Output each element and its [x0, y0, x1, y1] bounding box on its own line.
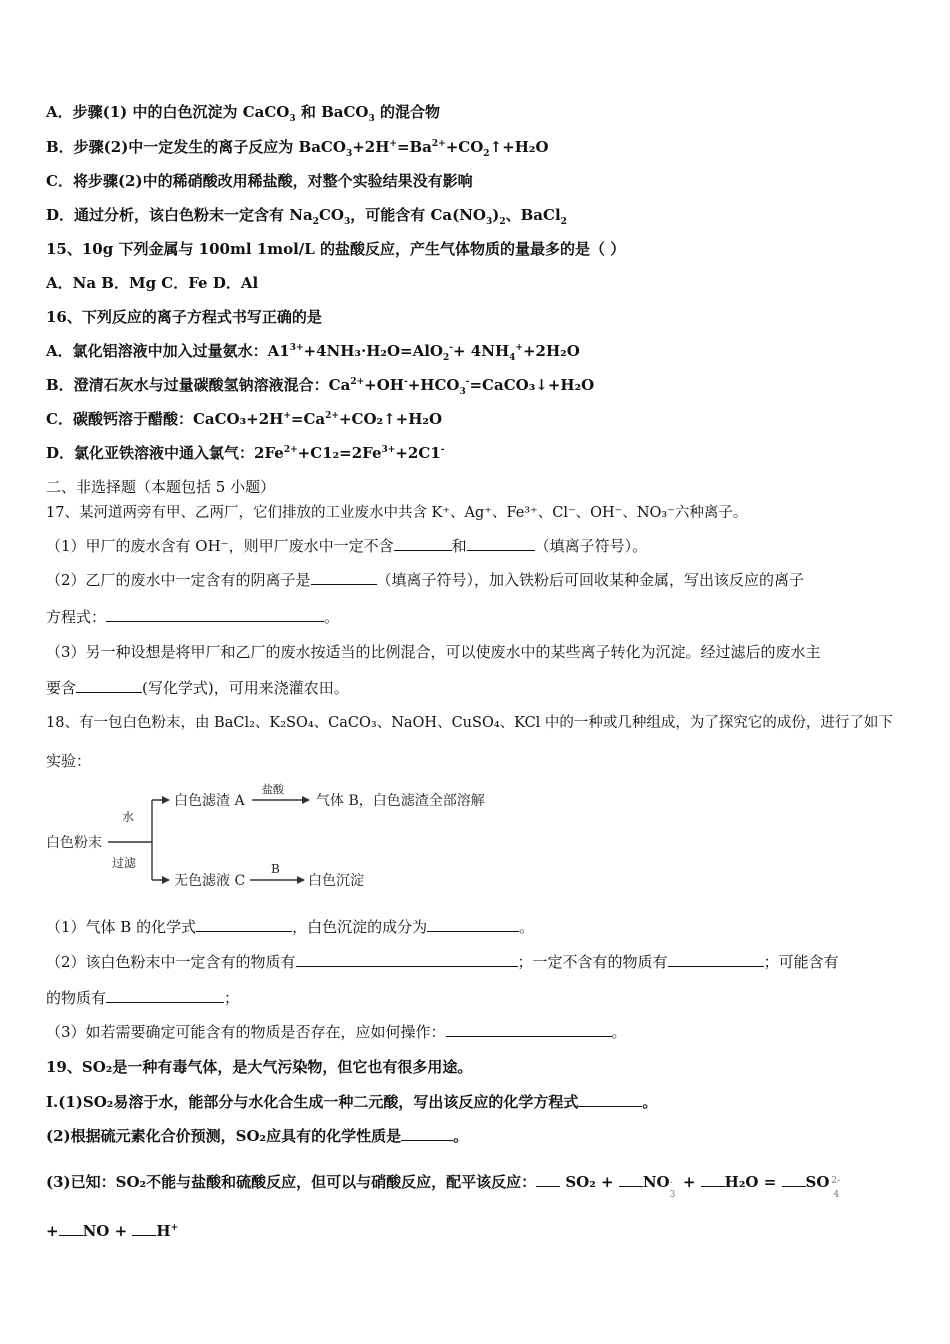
q18-p1-text: （1）气体 B 的化学式 [46, 918, 197, 936]
diagram-bottom-node: 无色滤液 C [174, 873, 246, 889]
subscript: 3 [485, 217, 493, 227]
superscript: 3+ [289, 343, 304, 353]
q14-b-text: B．步骤(2)中一定发生的离子反应为 BaCO [46, 138, 346, 156]
flow-diagram [44, 775, 514, 900]
q17-part3-cont [46, 678, 349, 698]
q14-option-d [46, 205, 567, 225]
q17-stem: 17、某河道两旁有甲、乙两厂，它们排放的工业废水中共含 K⁺、Ag⁺、Fe³⁺、Cl⁻、OH⁻、NO₃⁻六种离子。 [46, 505, 748, 521]
q16-d-text: +2C1 [395, 444, 441, 462]
q17-p2-text: （2）乙厂的废水中一定含有的阴离子是 [46, 571, 311, 589]
superscript: - [403, 377, 408, 387]
q14-a-text: 的混合物 [374, 103, 441, 121]
answer-blank[interactable] [467, 536, 535, 551]
superscript: + [283, 411, 291, 421]
q16-b-text: B．澄清石灰水与过量碳酸氢钠溶液混合：Ca [46, 376, 351, 394]
q19-p3-text: NO [642, 1173, 670, 1191]
superscript: 2+ [283, 445, 298, 455]
q18-stem-cont: 实验： [46, 752, 92, 770]
superscript: - [449, 343, 454, 353]
superscript: - [440, 445, 445, 455]
q17-p2b-text: 方程式： [46, 608, 107, 626]
q14-d-text: ，可能含有 Ca(NO [350, 206, 486, 224]
q16-stem: 16、下列反应的离子方程式书写正确的是 [46, 308, 322, 326]
answer-blank[interactable] [106, 607, 324, 622]
diagram-acid-label: 盐酸 [262, 783, 284, 796]
q19-part3-cont [46, 1221, 178, 1241]
q16-b-text: +HCO [407, 376, 460, 394]
q18-part3 [46, 1022, 627, 1042]
answer-blank[interactable] [782, 1172, 806, 1187]
q18-p2-text: （2）该白色粉末中一定含有的物质有 [46, 953, 296, 971]
q19-p4-text: + [46, 1222, 59, 1240]
q17-part3: （3）另一种设想是将甲厂和乙厂的废水按适当的比例混合，可以使废水中的某些离子转化为沉淀。经过滤后的废水主 [46, 643, 821, 661]
superscript: + [170, 1223, 179, 1233]
answer-blank[interactable] [619, 1172, 643, 1187]
answer-blank[interactable] [668, 952, 764, 967]
superscript: 2+ [325, 411, 339, 421]
q16-option-c [46, 409, 442, 429]
q18-p1-text: ，白色沉淀的成分为 [292, 918, 428, 936]
q19-p4-text: NO + [82, 1222, 128, 1240]
q16-option-b [46, 375, 594, 395]
subscript: 2 [499, 217, 506, 227]
q16-c-text: +CO₂↑+H₂O [338, 410, 443, 428]
answer-blank[interactable] [106, 988, 224, 1003]
subscript: 2 [560, 217, 567, 227]
superscript: + [515, 343, 523, 353]
q19-stem: 19、SO₂是一种有毒气体，是大气污染物，但它也有很多用途。 [46, 1058, 473, 1076]
q19-p2-text: 。 [453, 1127, 469, 1145]
subscript: 3 [368, 114, 375, 124]
q17-part2-equation [46, 607, 339, 627]
q17-p1-text: 和 [451, 537, 467, 555]
answer-blank[interactable] [76, 678, 142, 693]
q16-a-text: A．氯化铝溶液中加入过量氨水：A1 [46, 342, 290, 360]
q15-options: A．Na B．Mg C．Fe D．Al [46, 274, 259, 292]
q18-p1-text: 。 [519, 918, 535, 936]
diagram-reagent-b-label: B [271, 862, 280, 876]
q14-d-text: 、BaCl [505, 206, 561, 224]
q14-a-text: 和 BaCO [295, 103, 369, 121]
answer-blank[interactable] [59, 1221, 83, 1236]
q17-part2 [46, 570, 804, 590]
q16-b-text: =CaCO₃↓+H₂O [469, 376, 595, 394]
q16-d-text: D．氯化亚铁溶液中通入氯气：2Fe [46, 444, 284, 462]
q14-option-b [46, 137, 549, 157]
answer-blank[interactable] [132, 1221, 156, 1236]
q14-b-text: ↑+H₂O [489, 138, 549, 156]
q19-p1-text: 。 [642, 1093, 658, 1111]
q19-p3-text: + [682, 1173, 696, 1191]
q19-p3-text: SO₂ + [565, 1173, 614, 1191]
answer-blank[interactable] [401, 1126, 453, 1141]
q19-p3-text: SO [805, 1173, 830, 1191]
q14-d-text: D．通过分析，该白色粉末一定含有 Na [46, 206, 313, 224]
q17-p3b-text: 要含 [46, 679, 77, 697]
q19-p3-text: H₂O = [724, 1173, 777, 1191]
superscript: 2+ [431, 139, 446, 149]
q19-p2-text: (2)根据硫元素化合价预测，SO₂应具有的化学性质是 [46, 1127, 402, 1145]
diagram-bottom-result: 白色沉淀 [308, 873, 364, 889]
answer-blank[interactable] [578, 1092, 642, 1107]
q15-stem: 15、10g 下列金属与 100ml 1mol/L 的盐酸反应，产生气体物质的量最多的是（ ） [46, 240, 626, 258]
q16-d-text: +C1₂=2Fe [297, 444, 382, 462]
q18-p3-text: （3）如若需要确定可能含有的物质是否存在，应如何操作： [46, 1023, 446, 1041]
q19-p4-text: H [156, 1222, 171, 1240]
q16-a-text: +4NH₃·H₂O=AlO [303, 342, 443, 360]
diagram-water-label: 水 [122, 810, 135, 824]
subscript: 2 [312, 217, 319, 227]
superscript: 2+ [350, 377, 365, 387]
q16-a-text: + 4NH [453, 342, 510, 360]
subscript: 4 [833, 1190, 840, 1200]
diagram-top-result: 气体 B，白色滤渣全部溶解 [316, 793, 485, 809]
q14-d-text: CO [318, 206, 344, 224]
q18-part2-cont [46, 988, 239, 1008]
superscript: - [465, 377, 470, 387]
answer-blank[interactable] [536, 1172, 560, 1187]
diagram-top-node: 白色滤渣 A [174, 793, 245, 809]
q18-part1 [46, 917, 534, 937]
answer-blank[interactable] [446, 1022, 612, 1037]
subscript: 3 [289, 114, 296, 124]
q16-option-a [46, 341, 580, 361]
superscript: 2- [831, 1176, 841, 1186]
q14-option-c: C．将步骤(2)中的稀硝酸改用稀盐酸，对整个实验结果没有影响 [46, 172, 473, 190]
q19-part3 [46, 1172, 841, 1200]
q14-option-a [46, 102, 440, 122]
q19-part1 [46, 1092, 657, 1112]
q14-a-text: A．步骤(1) 中的白色沉淀为 CaCO [46, 103, 290, 121]
q14-b-text: +CO [445, 138, 484, 156]
q18-p2b-text: 的物质有 [46, 989, 107, 1007]
q18-p3-text: 。 [611, 1023, 627, 1041]
answer-blank[interactable] [701, 1172, 725, 1187]
answer-blank[interactable] [394, 536, 452, 551]
subscript: 2 [443, 353, 450, 363]
q18-p2-text: ；一定不含有的物质有 [517, 953, 668, 971]
superscript: - [669, 1178, 673, 1188]
subscript: 3 [459, 387, 466, 397]
q18-stem: 18、有一包白色粉末，由 BaCl₂、K₂SO₄、CaCO₃、NaOH、CuSO₄、KCl 中的一种或几种组成，为了探究它的成份，进行了如下 [46, 715, 893, 731]
answer-blank[interactable] [296, 952, 518, 967]
q17-p1-text: （填离子符号）。 [534, 537, 648, 555]
diagram-start-label: 白色粉末 [46, 835, 102, 851]
superscript: + [389, 139, 397, 149]
q18-p2b-text: ； [224, 989, 240, 1007]
q17-p2-text: （填离子符号），加入铁粉后可回收某种金属，写出该反应的离子 [376, 571, 805, 589]
subscript: 3 [343, 217, 351, 227]
q16-b-text: +OH [364, 376, 404, 394]
q19-p3-text: (3)已知：SO₂不能与盐酸和硫酸反应，但可以与硝酸反应，配平该反应： [46, 1173, 537, 1191]
q19-p1-text: I.(1)SO₂易溶于水，能部分与水化合生成一种二元酸，写出该反应的化学方程式 [46, 1093, 579, 1111]
q17-part1 [46, 536, 647, 556]
q17-p3b-text: (写化学式)，可用来浇灌农田。 [142, 679, 349, 697]
q14-b-text: +2H [352, 138, 390, 156]
q17-p2b-text: 。 [324, 608, 340, 626]
q16-c-text: =Ca [290, 410, 326, 428]
q18-p2-text: ；可能含有 [763, 953, 839, 971]
q18-part2 [46, 952, 839, 972]
q16-option-d [46, 443, 445, 463]
q16-a-text: +2H₂O [522, 342, 580, 360]
diagram-filter-label: 过滤 [112, 856, 137, 870]
subscript: 3 [669, 1190, 676, 1200]
q16-c-text: C．碳酸钙溶于醋酸：CaCO₃+2H [46, 410, 284, 428]
q17-p1-text: （1）甲厂的废水含有 OH⁻，则甲厂废水中一定不含 [46, 537, 394, 555]
superscript: 3+ [381, 445, 396, 455]
q14-b-text: =Ba [396, 138, 432, 156]
q19-part2 [46, 1126, 468, 1146]
section-heading: 二、非选择题（本题包括 5 小题） [46, 478, 276, 496]
answer-blank[interactable] [311, 570, 377, 585]
answer-blank[interactable] [196, 917, 292, 932]
q14-d-text: ) [492, 206, 500, 224]
subscript: 3 [345, 149, 353, 159]
subscript: 2 [483, 149, 490, 159]
answer-blank[interactable] [427, 917, 519, 932]
subscript: 4 [509, 353, 516, 363]
